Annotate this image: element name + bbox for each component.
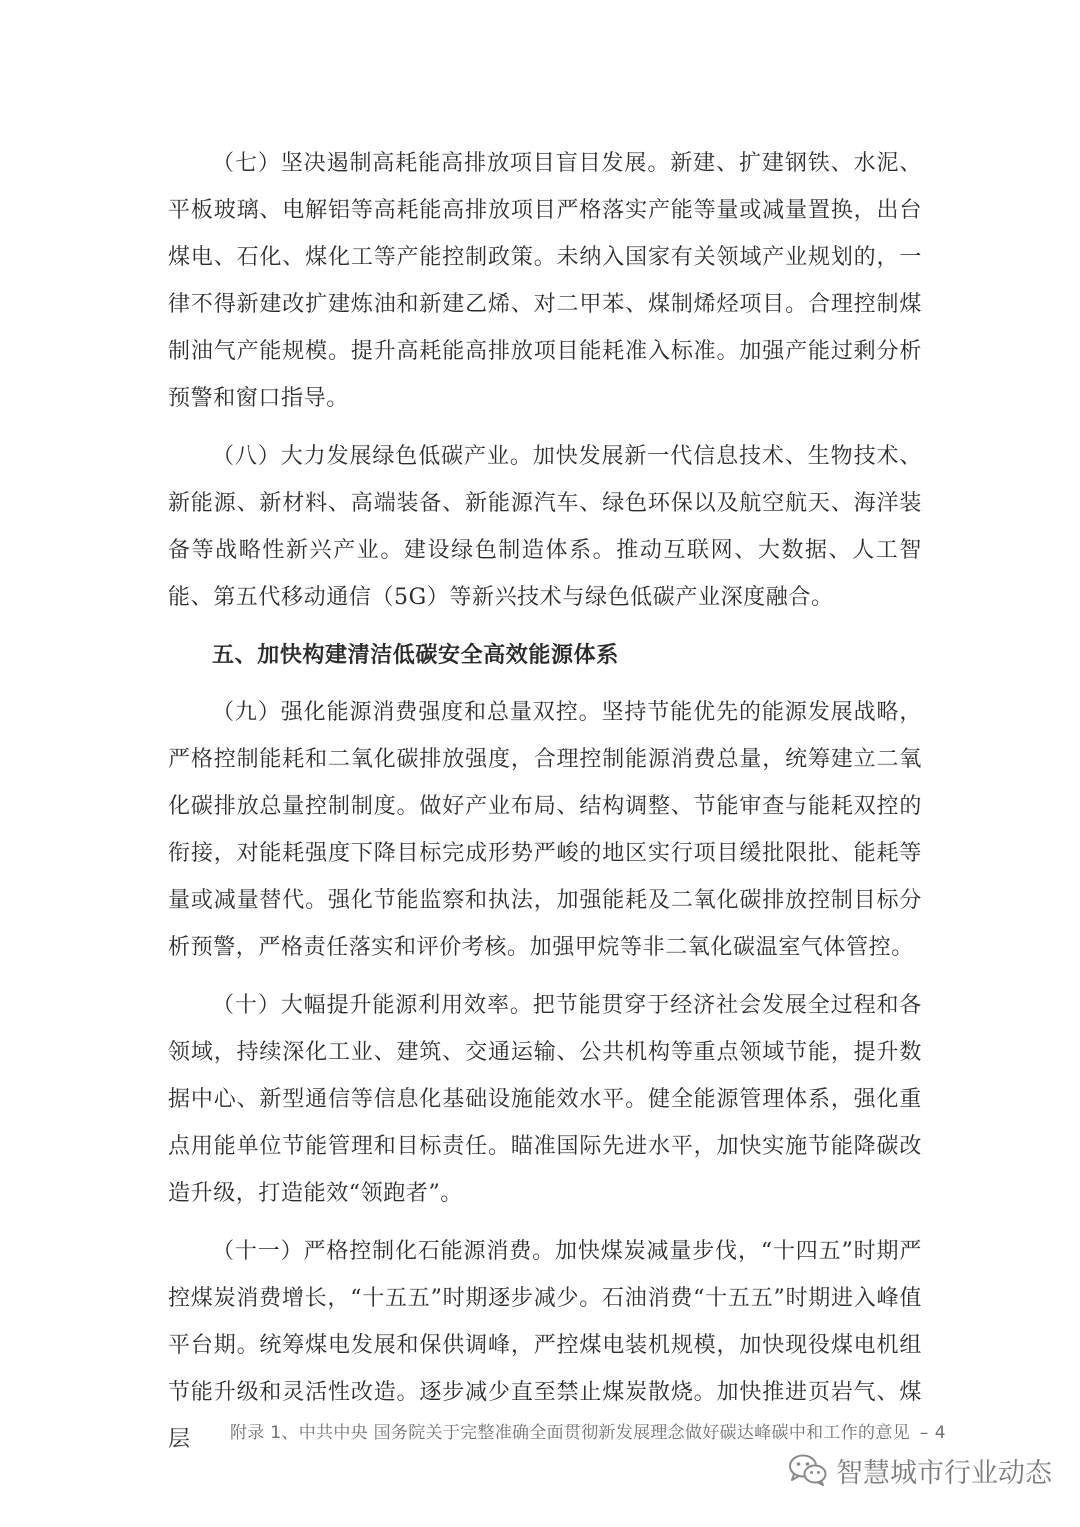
paragraph-9: （九）强化能源消费强度和总量双控。坚持节能优先的能源发展战略，严格控制能耗和二氧化碳排放强度，合理控制能源消费总量，统筹建立二氧化碳排放总量控制制度。做好产业布局、结构调整、节能审查与能耗双控的衔接，对能耗强度下降目标完成形势严峻的地区实行项目缓批限批、能耗等量或减量替代。强化节能监察和执法，加强能耗及二氧化碳排放控制目标分析预警，严格责任落实和评价考核。加强甲烷等非二氧化碳温室气体管控。 bbox=[168, 700, 922, 960]
footer-title: 附录 1、中共中央 国务院关于完整准确全面贯彻新发展理念做好碳达峰碳中和工作的意见 bbox=[230, 1423, 910, 1443]
paragraph-8: （八）大力发展绿色低碳产业。加快发展新一代信息技术、生物技术、新能源、新材料、高端装备、新能源汽车、绿色环保以及航空航天、海洋装备等战略性新兴产业。建设绿色制造体系。推动互联网、大数据、人工智能、第五代移动通信（5G）等新兴技术与绿色低碳产业深度融合。 bbox=[168, 444, 922, 610]
watermark-text: 智慧城市行业动态 bbox=[836, 1457, 1052, 1489]
watermark bbox=[788, 1450, 1052, 1490]
footer-dash: – bbox=[919, 1423, 929, 1443]
page-footer bbox=[230, 1418, 946, 1443]
document-body bbox=[168, 140, 922, 1474]
wechat-icon bbox=[788, 1453, 828, 1487]
page-number: 4 bbox=[934, 1423, 946, 1443]
paragraph-11: （十一）严格控制化石能源消费。加快煤炭减量步伐，“十四五”时期严控煤炭消费增长，“十五五”时期逐步减少。石油消费“十五五”时期进入峰值平台期。统筹煤电发展和保供调峰，严控煤电装机规模，加快现役煤电机组节能升级和灵活性改造。逐步减少直至禁止煤炭散烧。加快推进页岩气、煤层 bbox=[168, 1239, 922, 1452]
paragraph-10: （十）大幅提升能源利用效率。把节能贯穿于经济社会发展全过程和各领域，持续深化工业、建筑、交通运输、公共机构等重点领域节能，提升数据中心、新型通信等信息化基础设施能效水平。健全能源管理体系，强化重点用能单位节能管理和目标责任。瞄准国际先进水平，加快实施节能降碳改造升级，打造能效“领跑者”。 bbox=[168, 993, 922, 1206]
section-heading-5: 五、加快构建清洁低碳安全高效能源体系 bbox=[212, 643, 619, 668]
paragraph-7: （七）坚决遏制高耗能高排放项目盲目发展。新建、扩建钢铁、水泥、平板玻璃、电解铝等高耗能高排放项目严格落实产能等量或减量置换，出台煤电、石化、煤化工等产能控制政策。未纳入国家有关领域产业规划的，一律不得新建改扩建炼油和新建乙烯、对二甲苯、煤制烯烃项目。合理控制煤制油气产能规模。提升高耗能高排放项目能耗准入标准。加强产能过剩分析预警和窗口指导。 bbox=[168, 151, 922, 411]
